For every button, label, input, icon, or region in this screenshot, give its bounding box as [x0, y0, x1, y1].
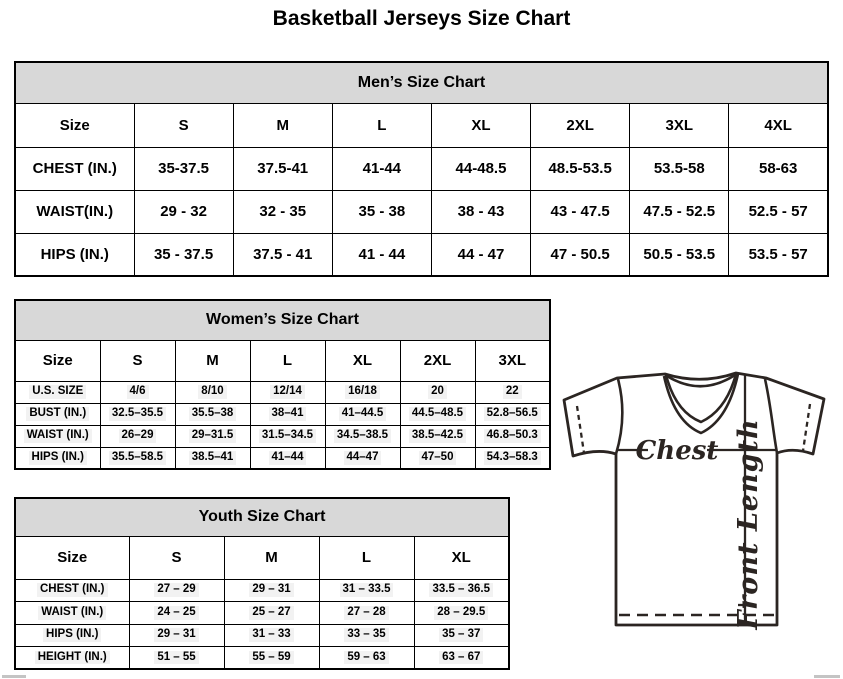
cell-text: 47–50 — [419, 451, 457, 465]
youth-cell — [129, 602, 224, 625]
mens-header-cell: 3XL — [630, 103, 729, 147]
cell-text: HIPS (IN.) — [43, 628, 101, 642]
cell-text: BUST (IN.) — [26, 407, 89, 421]
mens-header-cell: M — [233, 103, 332, 147]
youth-cell — [414, 602, 509, 625]
table-row — [15, 103, 828, 147]
cell-text: 35.5–58.5 — [109, 451, 166, 465]
cell-text: 33 – 35 — [344, 628, 388, 642]
table-row — [15, 536, 509, 579]
bottom-right-artifact — [814, 675, 840, 678]
youth-row-label — [15, 624, 129, 647]
cell-text: 29 – 31 — [154, 628, 198, 642]
mens-cell: 48.5-53.5 — [531, 147, 630, 190]
youth-cell — [224, 624, 319, 647]
cell-text: 8/10 — [198, 385, 226, 399]
cell-text: 26–29 — [119, 429, 157, 443]
womens-header-cell: 2XL — [400, 340, 475, 381]
mens-cell: 58-63 — [729, 147, 828, 190]
youth-header-cell: S — [129, 536, 224, 579]
womens-cell — [400, 447, 475, 469]
youth-cell — [319, 647, 414, 670]
youth-cell — [129, 579, 224, 602]
mens-chart-title: Men’s Size Chart — [15, 62, 828, 103]
womens-cell — [175, 425, 250, 447]
cell-text: WAIST (IN.) — [24, 429, 92, 443]
cell-text: 31 – 33 — [249, 628, 293, 642]
cell-text: 32.5–35.5 — [109, 407, 166, 421]
youth-cell — [224, 647, 319, 670]
mens-row-label: HIPS (IN.) — [15, 233, 134, 276]
youth-size-chart-table — [14, 497, 510, 670]
table-row — [15, 403, 550, 425]
womens-cell — [475, 425, 550, 447]
mens-cell: 47.5 - 52.5 — [630, 190, 729, 233]
cell-text: 25 – 27 — [249, 606, 293, 620]
mens-cell: 53.5 - 57 — [729, 233, 828, 276]
mens-cell: 29 - 32 — [134, 190, 233, 233]
youth-header-cell: XL — [414, 536, 509, 579]
mens-cell: 35-37.5 — [134, 147, 233, 190]
mens-cell: 35 - 37.5 — [134, 233, 233, 276]
mens-header-cell: S — [134, 103, 233, 147]
youth-cell — [319, 624, 414, 647]
cell-text: 31 – 33.5 — [340, 583, 394, 597]
cell-text: 35.5–38 — [189, 407, 237, 421]
cell-text: 38.5–41 — [189, 451, 237, 465]
table-row — [15, 147, 828, 190]
mens-cell: 35 - 38 — [332, 190, 431, 233]
womens-row-label — [15, 403, 100, 425]
womens-header-cell: 3XL — [475, 340, 550, 381]
table-row — [15, 62, 828, 103]
cell-text: 16/18 — [345, 385, 380, 399]
mens-cell: 37.5-41 — [233, 147, 332, 190]
womens-header-cell: M — [175, 340, 250, 381]
mens-cell: 53.5-58 — [630, 147, 729, 190]
cell-text: WAIST (IN.) — [38, 606, 106, 620]
youth-chart-title: Youth Size Chart — [15, 498, 509, 536]
womens-header-cell: L — [250, 340, 325, 381]
table-row — [15, 602, 509, 625]
womens-size-chart-table — [14, 299, 551, 470]
womens-cell — [325, 447, 400, 469]
womens-cell — [250, 381, 325, 403]
mens-row-label: CHEST (IN.) — [15, 147, 134, 190]
cell-text: 54.3–58.3 — [484, 451, 541, 465]
womens-cell — [325, 381, 400, 403]
cell-text: U.S. SIZE — [29, 385, 86, 399]
mens-cell: 41-44 — [332, 147, 431, 190]
cell-text: HEIGHT (IN.) — [35, 651, 110, 665]
mens-cell: 52.5 - 57 — [729, 190, 828, 233]
cell-text: 29 – 31 — [249, 583, 293, 597]
mens-cell: 41 - 44 — [332, 233, 431, 276]
cell-text: 27 – 29 — [154, 583, 198, 597]
womens-header-cell: XL — [325, 340, 400, 381]
cell-text: 20 — [428, 385, 447, 399]
womens-cell — [250, 403, 325, 425]
cell-text: 44.5–48.5 — [409, 407, 466, 421]
table-row — [15, 647, 509, 670]
youth-row-label — [15, 579, 129, 602]
womens-cell — [400, 425, 475, 447]
cell-text: 46.8–50.3 — [484, 429, 541, 443]
cell-text: 22 — [503, 385, 522, 399]
cell-text: 41–44.5 — [339, 407, 387, 421]
mens-cell: 43 - 47.5 — [531, 190, 630, 233]
front-length-label: Front Length — [733, 418, 764, 630]
jersey-measurement-diagram — [556, 356, 843, 636]
mens-cell: 37.5 - 41 — [233, 233, 332, 276]
womens-cell — [325, 425, 400, 447]
youth-cell — [224, 579, 319, 602]
cell-text: 33.5 – 36.5 — [429, 583, 493, 597]
cell-text: 31.5–34.5 — [259, 429, 316, 443]
table-row — [15, 498, 509, 536]
mens-cell: 50.5 - 53.5 — [630, 233, 729, 276]
womens-row-label — [15, 425, 100, 447]
youth-cell — [414, 579, 509, 602]
table-row — [15, 233, 828, 276]
cell-text: 38.5–42.5 — [409, 429, 466, 443]
womens-chart-title: Women’s Size Chart — [15, 300, 550, 340]
table-row — [15, 579, 509, 602]
cell-text: 63 – 67 — [439, 651, 483, 665]
cell-text: 38–41 — [269, 407, 307, 421]
womens-cell — [100, 403, 175, 425]
womens-header-cell: Size — [15, 340, 100, 381]
womens-row-label — [15, 447, 100, 469]
youth-row-label — [15, 602, 129, 625]
table-row — [15, 300, 550, 340]
youth-cell — [414, 647, 509, 670]
youth-cell — [224, 602, 319, 625]
womens-cell — [475, 447, 550, 469]
cell-text: 4/6 — [127, 385, 149, 399]
womens-cell — [400, 381, 475, 403]
womens-cell — [175, 447, 250, 469]
womens-cell — [100, 425, 175, 447]
cell-text: 41–44 — [269, 451, 307, 465]
youth-cell — [414, 624, 509, 647]
cell-text: 12/14 — [270, 385, 305, 399]
table-row — [15, 425, 550, 447]
mens-header-cell: Size — [15, 103, 134, 147]
youth-cell — [129, 647, 224, 670]
table-row — [15, 190, 828, 233]
youth-cell — [319, 602, 414, 625]
womens-cell — [100, 447, 175, 469]
womens-cell — [475, 381, 550, 403]
table-row — [15, 447, 550, 469]
cell-text: 24 – 25 — [154, 606, 198, 620]
womens-cell — [175, 403, 250, 425]
mens-header-cell: 2XL — [531, 103, 630, 147]
youth-header-cell: M — [224, 536, 319, 579]
chest-label: Chest — [635, 436, 719, 466]
cell-text: 27 – 28 — [344, 606, 388, 620]
page-title: Basketball Jerseys Size Chart — [272, 7, 571, 30]
youth-header-cell: Size — [15, 536, 129, 579]
cell-text: 35 – 37 — [439, 628, 483, 642]
womens-header-cell: S — [100, 340, 175, 381]
womens-cell — [100, 381, 175, 403]
womens-row-label — [15, 381, 100, 403]
mens-header-cell: XL — [431, 103, 530, 147]
womens-cell — [325, 403, 400, 425]
mens-header-cell: 4XL — [729, 103, 828, 147]
table-row — [15, 624, 509, 647]
cell-text: 59 – 63 — [344, 651, 388, 665]
womens-cell — [175, 381, 250, 403]
mens-cell: 32 - 35 — [233, 190, 332, 233]
jersey-outline — [564, 373, 824, 625]
youth-cell — [129, 624, 224, 647]
youth-header-cell: L — [319, 536, 414, 579]
cell-text: 52.8–56.5 — [484, 407, 541, 421]
table-row — [15, 381, 550, 403]
table-row — [15, 340, 550, 381]
cell-text: 51 – 55 — [154, 651, 198, 665]
womens-cell — [475, 403, 550, 425]
mens-cell: 44-48.5 — [431, 147, 530, 190]
mens-header-cell: L — [332, 103, 431, 147]
cell-text: HIPS (IN.) — [29, 451, 87, 465]
mens-row-label: WAIST(IN.) — [15, 190, 134, 233]
mens-size-chart-table — [14, 61, 829, 277]
youth-cell — [319, 579, 414, 602]
cell-text: 29–31.5 — [189, 429, 237, 443]
mens-cell: 44 - 47 — [431, 233, 530, 276]
youth-row-label — [15, 647, 129, 670]
cell-text: 34.5–38.5 — [334, 429, 391, 443]
cell-text: 44–47 — [344, 451, 382, 465]
mens-cell: 47 - 50.5 — [531, 233, 630, 276]
cell-text: 28 – 29.5 — [434, 606, 488, 620]
cell-text: 55 – 59 — [249, 651, 293, 665]
womens-cell — [400, 403, 475, 425]
mens-cell: 38 - 43 — [431, 190, 530, 233]
bottom-left-artifact — [2, 675, 26, 678]
womens-cell — [250, 425, 325, 447]
cell-text: CHEST (IN.) — [37, 583, 108, 597]
womens-cell — [250, 447, 325, 469]
